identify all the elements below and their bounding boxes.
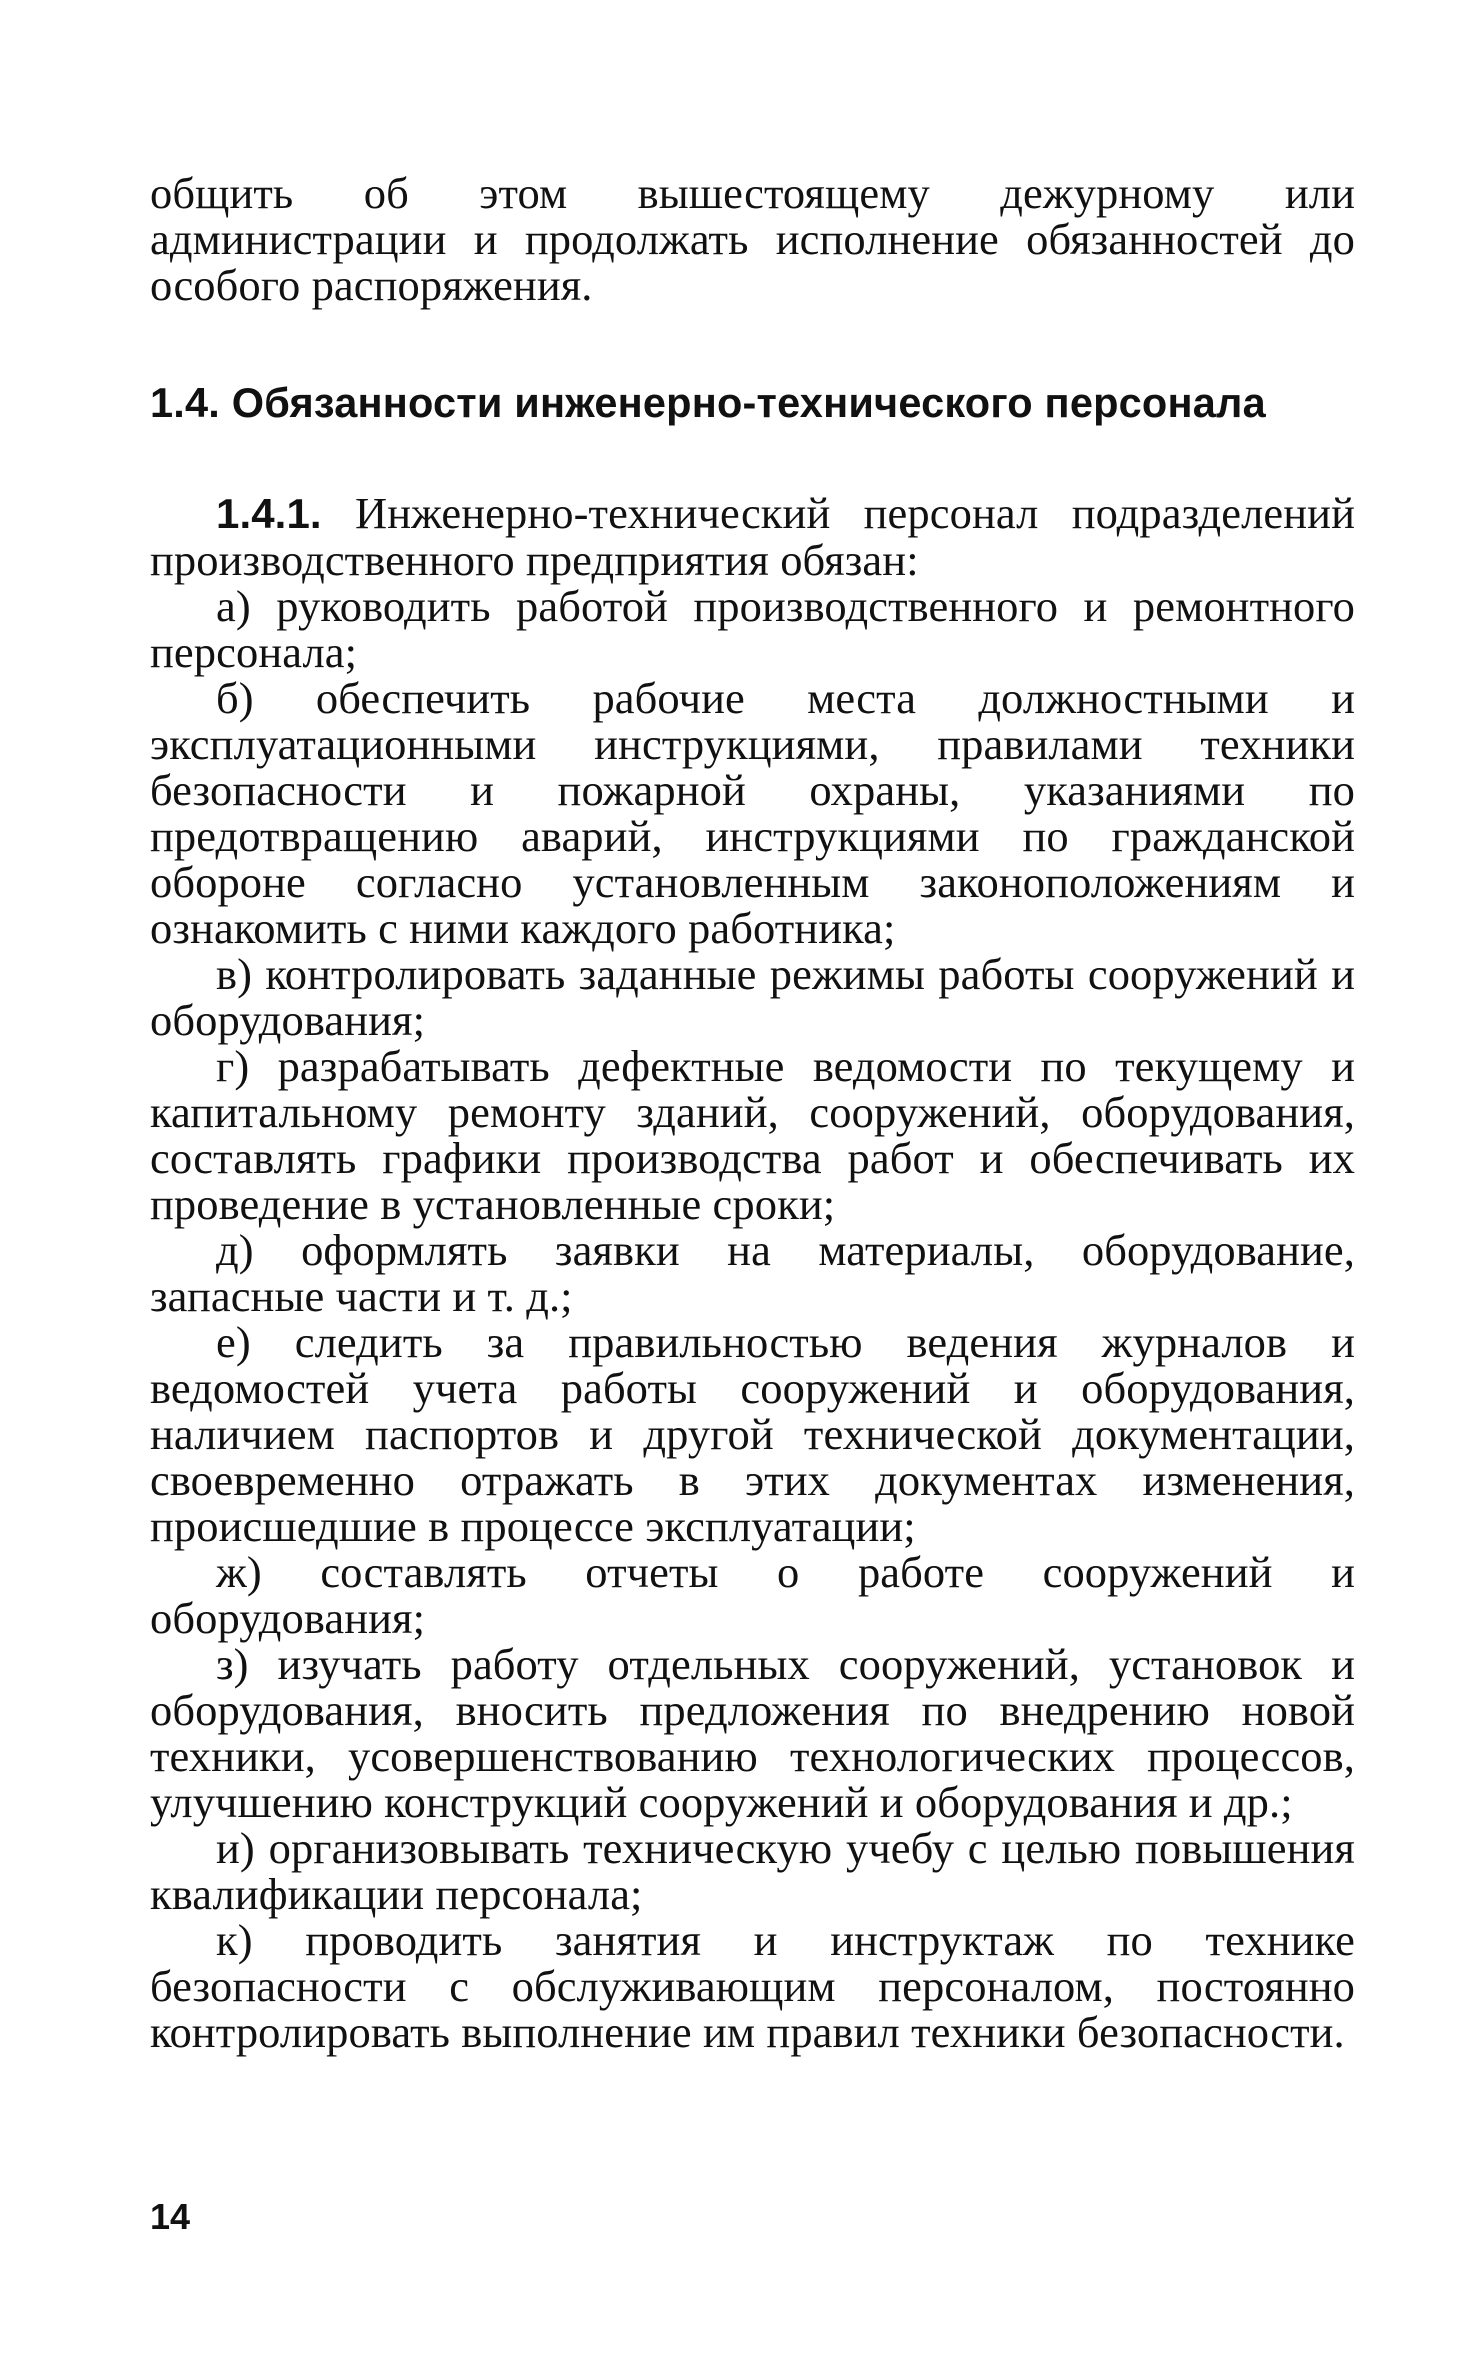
list-item: к) проводить занятия и инструктаж по технике безопасности с обслуживающим персоналом, постоянно контролировать выполнение им правил техники безопасности. (150, 1915, 1355, 2057)
clause-paragraph (150, 490, 1355, 583)
section-heading: 1.4. Обязанности инженерно-технического персонала (150, 379, 1266, 426)
list-item: з) изучать работу отдельных сооружений, установок и оборудования, вносить предложения по внедрению новой техники, усовершенствованию технологических процессов, улучшению конструкций сооружений и оборудования и др.; (150, 1639, 1355, 1827)
continuation-paragraph: общить об этом вышестоящему дежурному или администрации и продолжать исполнение обязанностей до особого распоряжения. (150, 168, 1355, 310)
list-item: а) руководить работой производственного и ремонтного персонала; (150, 581, 1355, 677)
clause-text: Инженерно-технический персонал подразделений производственного предприятия обязан: (150, 488, 1355, 585)
list-item: д) оформлять заявки на материалы, оборудование, запасные части и т. д.; (150, 1225, 1355, 1321)
clause-number: 1.4.1. (216, 490, 322, 537)
list-item: е) следить за правильностью ведения журналов и ведомостей учета работы сооружений и оборудования, наличием паспортов и другой технической документации, своевременно отражать в этих документах изменения, происшедшие в процессе эксплуатации; (150, 1317, 1355, 1551)
list-item: ж) составлять отчеты о работе сооружений и оборудования; (150, 1547, 1355, 1643)
document-page (150, 170, 1355, 2055)
page-number: 14 (150, 2196, 191, 2237)
list-item: г) разрабатывать дефектные ведомости по текущему и капитальному ремонту зданий, сооружений, оборудования, составлять графики производства работ и обеспечивать их проведение в установленные сроки; (150, 1041, 1355, 1229)
list-item: в) контролировать заданные режимы работы сооружений и оборудования; (150, 949, 1355, 1045)
list-item: и) организовывать техническую учебу с целью повышения квалификации персонала; (150, 1823, 1355, 1919)
list-item: б) обеспечить рабочие места должностными и эксплуатационными инструкциями, правилами техники безопасности и пожарной охраны, указаниями по предотвращению аварий, инструкциями по гражданской обороне согласно установленным законоположениям и ознакомить с ними каждого работника; (150, 673, 1355, 953)
